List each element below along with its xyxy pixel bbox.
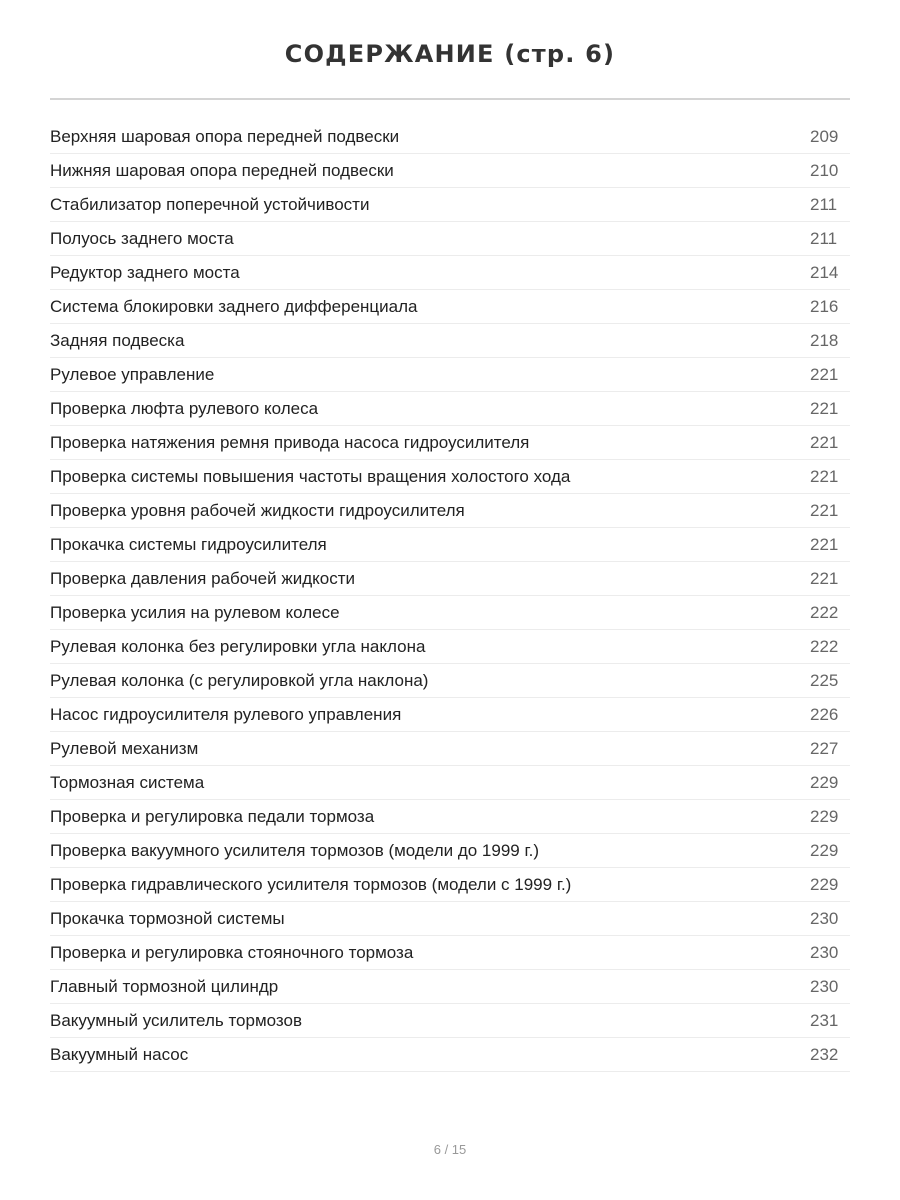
toc-entry[interactable]	[50, 664, 850, 698]
toc-entry-title: Вакуумный насос	[50, 1044, 189, 1064]
toc-entry-page: 230	[810, 976, 839, 996]
toc-entry[interactable]	[50, 732, 850, 766]
toc-entry-title: Проверка системы повышения частоты вращения холостого хода	[50, 466, 571, 486]
toc-entry-page: 227	[810, 738, 839, 758]
toc-entry-page: 222	[810, 636, 839, 656]
toc-entry[interactable]	[50, 596, 850, 630]
toc-entry[interactable]	[50, 154, 850, 188]
toc-entry-page: 229	[810, 806, 839, 826]
toc-entry-title: Рулевое управление	[50, 364, 215, 384]
toc-entry-title: Проверка усилия на рулевом колесе	[50, 602, 340, 622]
toc-entry[interactable]	[50, 120, 850, 154]
toc-entry-title: Система блокировки заднего дифференциала	[50, 296, 418, 316]
toc-entry[interactable]	[50, 868, 850, 902]
toc-entry-page: 221	[810, 534, 839, 554]
toc-entry-title: Редуктор заднего моста	[50, 262, 240, 282]
toc-entry[interactable]	[50, 936, 850, 970]
toc-entry-title: Главный тормозной цилиндр	[50, 976, 279, 996]
toc-entry[interactable]	[50, 358, 850, 392]
toc-entry-title: Прокачка тормозной системы	[50, 908, 285, 928]
toc-entry-page: 209	[810, 126, 839, 146]
toc-entry[interactable]	[50, 460, 850, 494]
toc-entry-page: 211	[810, 194, 838, 214]
toc-entry[interactable]	[50, 188, 850, 222]
toc-entry-page: 221	[810, 568, 839, 588]
toc-entry-title: Прокачка системы гидроусилителя	[50, 534, 327, 554]
toc-entry-page: 216	[810, 296, 839, 316]
toc-entry[interactable]	[50, 834, 850, 868]
toc-entry[interactable]	[50, 494, 850, 528]
toc-entry[interactable]	[50, 970, 850, 1004]
toc-entry-title: Нижняя шаровая опора передней подвески	[50, 160, 394, 180]
toc-entry-title: Рулевая колонка без регулировки угла наклона	[50, 636, 426, 656]
toc-entry-title: Вакуумный усилитель тормозов	[50, 1010, 302, 1030]
title-divider	[50, 98, 850, 100]
toc-entry-page: 229	[810, 874, 839, 894]
toc-entry-page: 221	[810, 466, 839, 486]
toc-entry-page: 221	[810, 398, 839, 418]
toc-entry[interactable]	[50, 902, 850, 936]
toc-entry-title: Полуось заднего моста	[50, 228, 234, 248]
toc-entry-title: Проверка уровня рабочей жидкости гидроусилителя	[50, 500, 465, 520]
toc-entry[interactable]	[50, 290, 850, 324]
toc-entry-page: 221	[810, 364, 839, 384]
toc-entry-page: 231	[810, 1010, 839, 1030]
toc-entry-title: Проверка вакуумного усилителя тормозов (модели до 1999 г.)	[50, 840, 539, 860]
toc-entry[interactable]	[50, 392, 850, 426]
toc-entry-title: Верхняя шаровая опора передней подвески	[50, 126, 400, 146]
toc-entry-page: 225	[810, 670, 839, 690]
toc-entry-page: 229	[810, 840, 839, 860]
toc-entry[interactable]	[50, 222, 850, 256]
toc-entry-page: 226	[810, 704, 839, 724]
toc-entry-page: 221	[810, 500, 839, 520]
toc-entry[interactable]	[50, 1004, 850, 1038]
page-title: СОДЕРЖАНИЕ (стр. 6)	[284, 40, 616, 68]
toc-entry-page: 211	[810, 228, 838, 248]
toc-entry-page: 218	[810, 330, 839, 350]
page-number-indicator: 6 / 15	[433, 1142, 467, 1157]
toc-entry[interactable]	[50, 630, 850, 664]
toc-entry[interactable]	[50, 766, 850, 800]
toc-entry[interactable]	[50, 562, 850, 596]
toc-entry-page: 230	[810, 942, 839, 962]
toc-entry-title: Проверка гидравлического усилителя тормозов (модели с 1999 г.)	[50, 874, 572, 894]
toc-entry-title: Задняя подвеска	[50, 330, 185, 350]
toc-entry[interactable]	[50, 426, 850, 460]
toc-entry[interactable]	[50, 256, 850, 290]
toc-entry[interactable]	[50, 324, 850, 358]
toc-entry-page: 221	[810, 432, 839, 452]
toc-entry[interactable]	[50, 800, 850, 834]
toc-entry-title: Стабилизатор поперечной устойчивости	[50, 194, 370, 214]
toc-entry-page: 222	[810, 602, 839, 622]
toc-entry-page: 210	[810, 160, 839, 180]
toc-entry[interactable]	[50, 698, 850, 732]
toc-entry[interactable]	[50, 1038, 850, 1072]
toc-entry-title: Тормозная система	[50, 772, 205, 792]
toc-entry-title: Проверка натяжения ремня привода насоса гидроусилителя	[50, 432, 530, 452]
toc-entry-title: Рулевая колонка (с регулировкой угла наклона)	[50, 670, 429, 690]
toc-entry-title: Проверка люфта рулевого колеса	[50, 398, 319, 418]
toc-entry-page: 214	[810, 262, 839, 282]
toc-entry-page: 230	[810, 908, 839, 928]
toc-entry-title: Проверка давления рабочей жидкости	[50, 568, 355, 588]
toc-entry-title: Проверка и регулировка педали тормоза	[50, 806, 375, 826]
toc-entry[interactable]	[50, 528, 850, 562]
toc-entry-page: 232	[810, 1044, 839, 1064]
toc-entry-title: Рулевой механизм	[50, 738, 199, 758]
toc-list	[50, 120, 850, 1072]
toc-entry-title: Насос гидроусилителя рулевого управления	[50, 704, 402, 724]
toc-entry-title: Проверка и регулировка стояночного тормоза	[50, 942, 414, 962]
toc-entry-page: 229	[810, 772, 839, 792]
